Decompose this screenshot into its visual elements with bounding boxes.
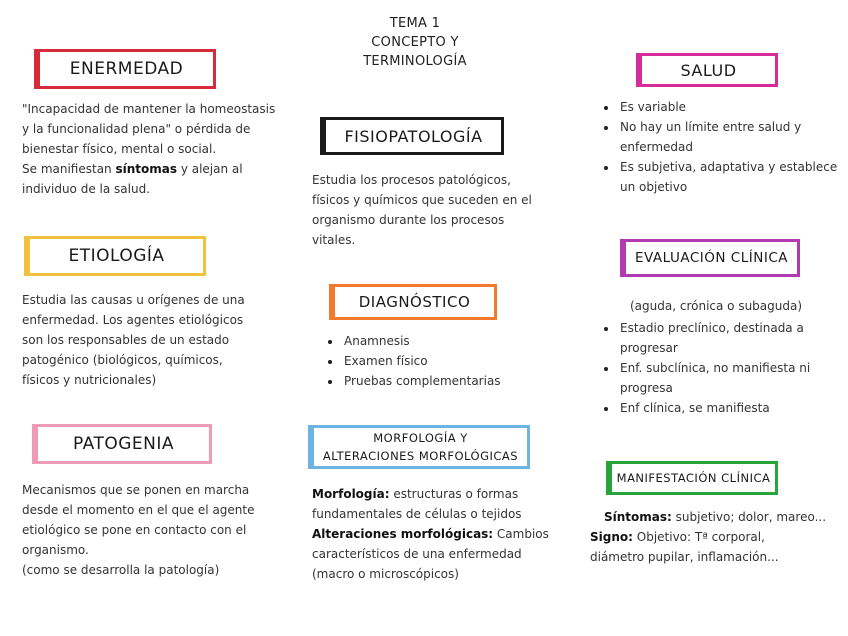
heading-enfermedad <box>34 49 216 89</box>
etiologia-line-5: físicos y nutricionales) <box>22 373 157 387</box>
heading-etiologia <box>24 236 206 276</box>
manifestacion-line-3: diámetro pupilar, inflamación... <box>590 550 779 564</box>
diagnostico-item-anamnesis: • Anamnesis <box>342 331 562 351</box>
heading-morfologia-line-1: MORFOLOGÍA Y <box>373 431 468 445</box>
evaluacion-item-2: • Enf. subclínica, no manifiesta ni progresa <box>618 358 838 398</box>
fisiopatologia-text <box>312 170 552 250</box>
page-title <box>330 14 500 71</box>
etiologia-text <box>22 290 292 390</box>
manifestacion-line-2 <box>590 527 840 547</box>
heading-salud <box>636 53 778 87</box>
manifestacion-line-1 <box>590 507 840 527</box>
title-line-1: TEMA 1 <box>389 16 441 31</box>
diagnostico-item-pruebas: • Pruebas complementarias <box>342 371 562 391</box>
salud-list <box>602 97 838 197</box>
sintomas-label-bold: Síntomas: <box>604 510 672 524</box>
enfermedad-line-4-post: y alejan al <box>177 162 243 176</box>
diagnostico-list <box>326 331 562 391</box>
evaluacion-intro: (aguda, crónica o subaguda) <box>630 299 803 313</box>
evaluacion-item-1: • Estadio preclínico, destinada a progresar <box>618 318 838 358</box>
manifestacion-line-1-rest: subjetivo; dolor, mareo... <box>671 510 827 524</box>
signo-label-bold: Signo: <box>590 530 633 544</box>
enfermedad-line-4 <box>22 159 292 179</box>
salud-item-3: • Es subjetiva, adaptativa y establece un objetivo <box>618 157 838 197</box>
heading-morfologia-line-2: ALTERACIONES MORFOLÓGICAS <box>322 449 519 463</box>
title-line-3: TERMINOLOGÍA <box>363 54 467 69</box>
salud-item-1: • Es variable <box>618 97 838 117</box>
salud-item-2: • No hay un límite entre salud y enfermedad <box>618 117 838 157</box>
heading-manifestacion <box>606 461 778 495</box>
patogenia-line-5: (como se desarrolla la patología) <box>22 563 220 577</box>
heading-evaluacion <box>620 239 800 277</box>
morfologia-line-1 <box>312 484 552 504</box>
heading-fisiopatologia-label: FISIOPATOLOGÍA <box>344 126 483 146</box>
morfologia-line-4: característicos de una enfermedad <box>312 547 522 561</box>
enfermedad-line-4-pre: Se manifiestan <box>22 162 116 176</box>
title-line-2: CONCEPTO Y <box>371 35 459 50</box>
etiologia-line-1: Estudia las causas u orígenes de una <box>22 293 245 307</box>
etiologia-line-2: enfermedad. Los agentes etiológicos <box>22 313 244 327</box>
morfologia-line-1-rest: estructuras o formas <box>389 487 519 501</box>
patogenia-line-4: organismo. <box>22 543 89 557</box>
heading-diagnostico-label: DIAGNÓSTICO <box>358 293 471 311</box>
fisiopatologia-line-1: Estudia los procesos patológicos, <box>312 173 511 187</box>
manifestacion-line-2-rest: Objetivo: Tª corporal, <box>632 530 765 544</box>
morfologia-label-bold: Morfología: <box>312 487 390 501</box>
enfermedad-text <box>22 99 292 199</box>
heading-patogenia-label: PATOGENIA <box>72 434 174 454</box>
morfologia-line-3-rest: Cambios <box>493 527 549 541</box>
etiologia-line-3: son los responsables de un estado <box>22 333 230 347</box>
heading-manifestacion-label: MANIFESTACIÓN CLÍNICA <box>616 471 771 485</box>
heading-morfologia <box>308 425 530 469</box>
heading-patogenia <box>32 424 212 464</box>
morfologia-text <box>312 484 552 584</box>
patogenia-line-3: etiológico se pone en contacto con el <box>22 523 247 537</box>
fisiopatologia-line-3: organismo durante los procesos <box>312 213 505 227</box>
alteraciones-label-bold: Alteraciones morfológicas: <box>312 527 494 541</box>
enfermedad-line-1: "Incapacidad de mantener la homeostasis <box>22 102 276 116</box>
evaluacion-list <box>602 318 838 418</box>
morfologia-line-5: (macro o microscópicos) <box>312 567 459 581</box>
heading-salud-label: SALUD <box>680 60 737 80</box>
enfermedad-line-5: individuo de la salud. <box>22 182 150 196</box>
evaluacion-item-3: • Enf clínica, se manifiesta <box>618 398 838 418</box>
heading-etiologia-label: ETIOLOGÍA <box>68 246 165 266</box>
heading-fisiopatologia <box>320 117 504 155</box>
morfologia-line-3 <box>312 524 552 544</box>
heading-enfermedad-label: ENERMEDAD <box>69 59 184 79</box>
fisiopatologia-line-4: vitales. <box>312 233 356 247</box>
enfermedad-sintomas-bold: síntomas <box>115 162 177 176</box>
patogenia-line-1: Mecanismos que se ponen en marcha <box>22 483 250 497</box>
morfologia-line-2: fundamentales de células o tejidos <box>312 507 522 521</box>
patogenia-line-2: desde el momento en el que el agente <box>22 503 255 517</box>
diagnostico-item-examen: • Examen físico <box>342 351 562 371</box>
heading-evaluacion-label: EVALUACIÓN CLÍNICA <box>635 250 788 266</box>
fisiopatologia-line-2: físicos y químicos que suceden en el <box>312 193 532 207</box>
manifestacion-text <box>590 507 840 567</box>
enfermedad-line-3: bienestar físico, mental o social. <box>22 142 217 156</box>
enfermedad-line-2: y la funcionalidad plena" o pérdida de <box>22 122 251 136</box>
patogenia-text <box>22 480 292 580</box>
etiologia-line-4: patogénico (biológicos, químicos, <box>22 353 223 367</box>
heading-diagnostico <box>329 284 497 320</box>
